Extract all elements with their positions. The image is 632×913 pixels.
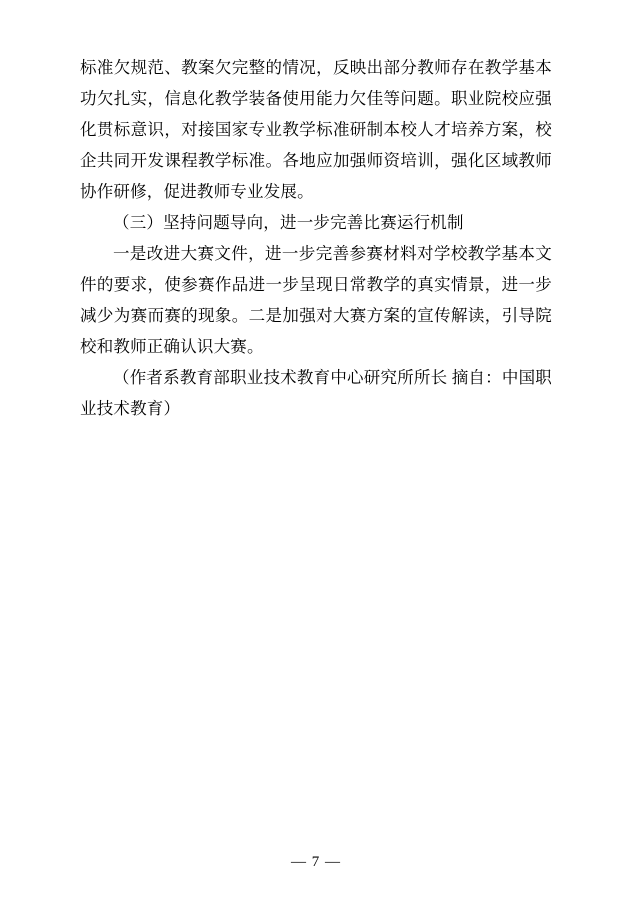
paragraph-3: 一是改进大赛文件，进一步完善参赛材料对学校教学基本文件的要求，使参赛作品进一步呈现日常教学的真实情景，进一步减少为赛而赛的现象。二是加强对大赛方案的宣传解读，引导院校和教师正确认识大赛。 (80, 244, 552, 356)
paragraph-2-heading: （三）坚持问题导向，进一步完善比赛运行机制 (113, 213, 464, 232)
page-text-body (80, 52, 552, 424)
paragraph-4-source-note: （作者系教育部职业技术教育中心研究所所长 摘自：中国职业技术教育） (80, 368, 552, 418)
paragraph-1: 标准欠规范、教案欠完整的情况，反映出部分教师存在教学基本功欠扎实，信息化教学装备使用能力欠佳等问题。职业院校应强化贯标意识，对接国家专业教学标准研制本校人才培养方案，校企共同开发课程教学标准。各地应加强师资培训，强化区域教师协作研修，促进教师专业发展。 (80, 58, 552, 201)
page-number: — 7 — (291, 854, 341, 870)
